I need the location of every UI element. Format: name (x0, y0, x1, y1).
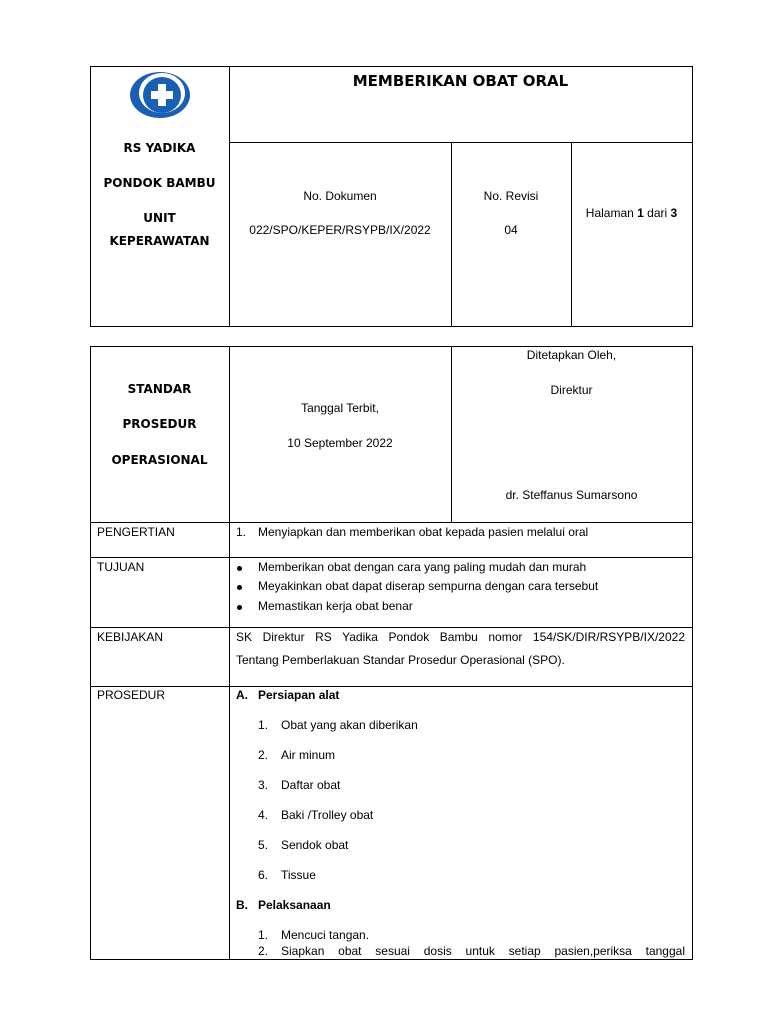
hospital-name-line1: RS YADIKA (123, 141, 196, 155)
section-a-title: Persiapan alat (258, 688, 340, 702)
sop-line3: OPERASIONAL (111, 453, 208, 467)
list-item: Mencuci tangan. (281, 928, 370, 942)
issue-date-value: 10 September 2022 (287, 436, 393, 450)
pengertian-label: PENGERTIAN (97, 525, 175, 539)
kebijakan-line2: Tentang Pemberlakuan Standar Prosedur Operasional (SPO). (236, 653, 565, 667)
tujuan-item: Meyakinkan obat dapat diserap sempurna dengan cara tersebut (258, 579, 599, 593)
page-prefix: Halaman (585, 206, 638, 220)
kebijakan-line1: SK Direktur RS Yadika Pondok Bambu nomor 154/SK/DIR/RSYPB/IX/2022 (236, 630, 685, 644)
list-item: Tissue (281, 868, 316, 882)
tujuan-item: Memberikan obat dengan cara yang paling mudah dan murah (258, 560, 587, 574)
list-item: Sendok obat (281, 838, 349, 852)
revision-label: No. Revisi (483, 189, 539, 203)
kebijakan-label: KEBIJAKAN (97, 630, 164, 644)
bullet-icon (237, 585, 242, 590)
list-item: Baki /Trolley obat (281, 808, 374, 822)
sop-line2: PROSEDUR (122, 417, 197, 431)
section-b-letter: B. (236, 898, 248, 912)
list-item-number: 4. (258, 808, 269, 822)
section-a-letter: A. (236, 688, 248, 702)
hospital-unit-line2: KEPERAWATAN (109, 234, 210, 248)
page-current: 1 (637, 206, 644, 220)
approver-role: Direktur (550, 383, 593, 397)
list-item-number: 2. (258, 944, 269, 958)
list-item: Siapkan obat sesuai dosis untuk setiap pasien,periksa tanggal (281, 944, 685, 958)
page-mid: dari (643, 206, 671, 220)
doc-number-label: No. Dokumen (303, 189, 377, 203)
prosedur-label: PROSEDUR (97, 688, 166, 702)
list-item-number: 3. (258, 778, 269, 792)
page-title: MEMBERIKAN OBAT ORAL (352, 72, 569, 90)
hospital-unit-line1: UNIT (143, 211, 176, 225)
section-b-title: Pelaksanaan (258, 898, 331, 912)
list-item: Daftar obat (281, 778, 341, 792)
revision-value: 04 (504, 223, 518, 237)
list-item-number: 1. (258, 718, 269, 732)
bullet-icon (237, 605, 242, 610)
page-total: 3 (670, 206, 678, 220)
list-item-number: 6. (258, 868, 269, 882)
approved-by-label: Ditetapkan Oleh, (526, 348, 617, 362)
issue-date-label: Tanggal Terbit, (301, 401, 379, 415)
hospital-name-line2: PONDOK BAMBU (103, 176, 216, 190)
pengertian-number: 1. (236, 525, 247, 539)
pengertian-text: Menyiapkan dan memberikan obat kepada pasien melalui oral (258, 525, 589, 539)
list-item-number: 1. (258, 928, 269, 942)
list-item-number: 2. (258, 748, 269, 762)
list-item: Air minum (281, 748, 336, 762)
approver-name: dr. Steffanus Sumarsono (505, 488, 638, 502)
tujuan-label: TUJUAN (97, 560, 145, 574)
sop-line1: STANDAR (127, 382, 192, 396)
tujuan-item: Memastikan kerja obat benar (258, 599, 413, 613)
hospital-logo-icon (124, 66, 196, 122)
doc-number-value: 022/SPO/KEPER/RSYPB/IX/2022 (249, 223, 431, 237)
list-item: Obat yang akan diberikan (281, 718, 418, 732)
list-item-number: 5. (258, 838, 269, 852)
page-indicator (571, 206, 692, 220)
bullet-icon (237, 566, 242, 571)
